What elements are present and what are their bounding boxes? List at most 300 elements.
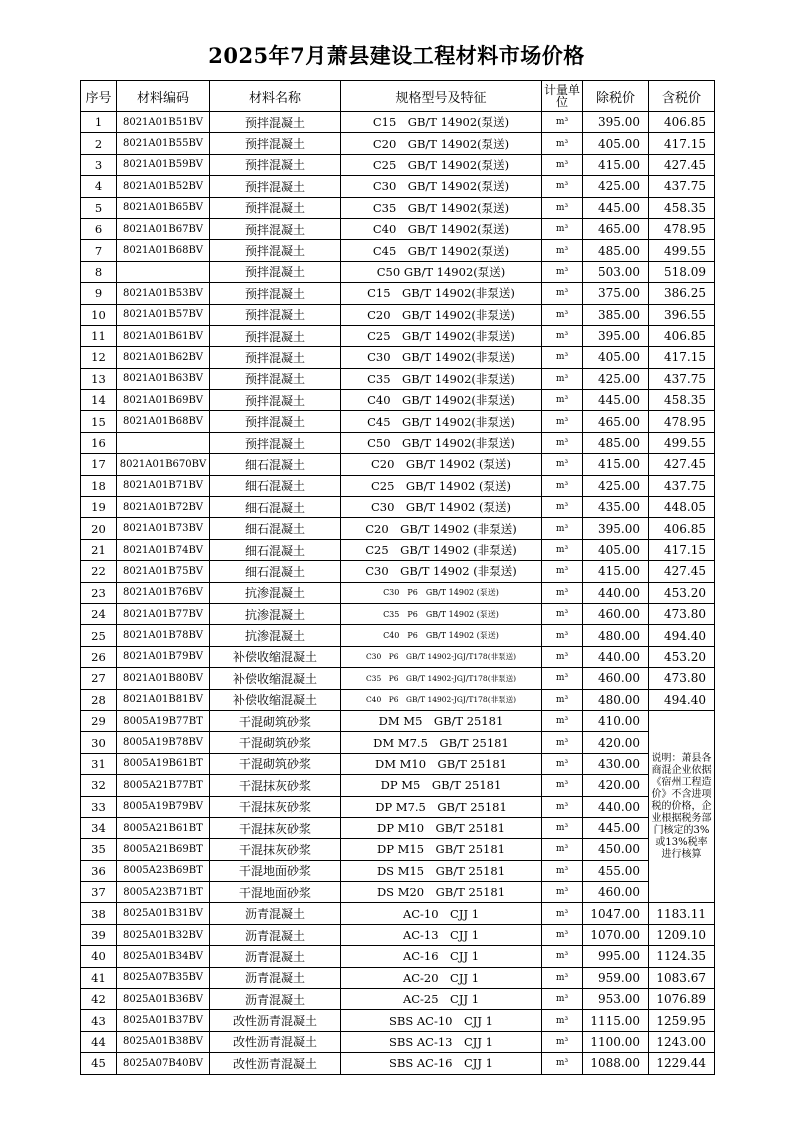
- row-number: 14: [81, 390, 117, 411]
- unit: m³: [542, 817, 583, 838]
- price-ex-tax: 395.00: [583, 518, 649, 539]
- table-row: [81, 646, 715, 667]
- material-name: 预拌混凝土: [210, 197, 341, 218]
- price-in-tax: 518.09: [649, 261, 715, 282]
- table-row: [81, 839, 715, 860]
- material-name: 干混抹灰砂浆: [210, 817, 341, 838]
- material-code: 8005A19B77BT: [117, 710, 210, 731]
- price-in-tax: 473.80: [649, 603, 715, 624]
- spec: C30 GB/T 14902 (泵送): [341, 497, 542, 518]
- material-name: 细石混凝土: [210, 475, 341, 496]
- spec: DP M10 GB/T 25181: [341, 817, 542, 838]
- price-in-tax: 406.85: [649, 112, 715, 133]
- table-header-row: [81, 81, 715, 112]
- unit: m³: [542, 839, 583, 860]
- table-row: [81, 261, 715, 282]
- price-in-tax: 1076.89: [649, 989, 715, 1010]
- table-row: [81, 390, 715, 411]
- material-name: 预拌混凝土: [210, 325, 341, 346]
- material-name: 预拌混凝土: [210, 154, 341, 175]
- material-code: 8021A01B75BV: [117, 561, 210, 582]
- material-name: 抗渗混凝土: [210, 582, 341, 603]
- material-code: 8021A01B78BV: [117, 625, 210, 646]
- unit: m³: [542, 133, 583, 154]
- table-row: [81, 967, 715, 988]
- row-number: 1: [81, 112, 117, 133]
- spec: AC-20 CJJ 1: [341, 967, 542, 988]
- unit: m³: [542, 304, 583, 325]
- row-number: 17: [81, 454, 117, 475]
- material-code: 8021A01B77BV: [117, 603, 210, 624]
- spec: C25 GB/T 14902 (非泵送): [341, 539, 542, 560]
- table-row: [81, 753, 715, 774]
- table-row: [81, 154, 715, 175]
- table-row: [81, 218, 715, 239]
- spec: AC-13 CJJ 1: [341, 924, 542, 945]
- material-code: 8025A01B37BV: [117, 1010, 210, 1031]
- price-ex-tax: 405.00: [583, 539, 649, 560]
- price-ex-tax: 1115.00: [583, 1010, 649, 1031]
- unit: m³: [542, 1010, 583, 1031]
- price-ex-tax: 1070.00: [583, 924, 649, 945]
- row-number: 13: [81, 368, 117, 389]
- spec: DP M5 GB/T 25181: [341, 775, 542, 796]
- material-code: 8021A01B57BV: [117, 304, 210, 325]
- row-number: 39: [81, 924, 117, 945]
- spec: C35 P6 GB/T 14902-JGJ/T178(非泵送): [341, 668, 542, 689]
- spec: C40 GB/T 14902(非泵送): [341, 390, 542, 411]
- price-in-tax: 417.15: [649, 539, 715, 560]
- spec: C40 P6 GB/T 14902-JGJ/T178(非泵送): [341, 689, 542, 710]
- material-code: 8005A19B61BT: [117, 753, 210, 774]
- price-ex-tax: 405.00: [583, 347, 649, 368]
- price-ex-tax: 953.00: [583, 989, 649, 1010]
- unit: m³: [542, 753, 583, 774]
- material-name: 预拌混凝土: [210, 176, 341, 197]
- unit: m³: [542, 368, 583, 389]
- table-row: [81, 1031, 715, 1052]
- unit: m³: [542, 475, 583, 496]
- price-in-tax: 478.95: [649, 218, 715, 239]
- material-code: 8005A21B61BT: [117, 817, 210, 838]
- unit: m³: [542, 710, 583, 731]
- unit: m³: [542, 218, 583, 239]
- material-name: 改性沥青混凝土: [210, 1010, 341, 1031]
- material-code: 8021A01B52BV: [117, 176, 210, 197]
- price-ex-tax: 450.00: [583, 839, 649, 860]
- table-row: [81, 133, 715, 154]
- price-ex-tax: 465.00: [583, 218, 649, 239]
- unit: m³: [542, 283, 583, 304]
- price-in-tax: 437.75: [649, 475, 715, 496]
- unit: m³: [542, 967, 583, 988]
- row-number: 29: [81, 710, 117, 731]
- spec: C30 GB/T 14902(非泵送): [341, 347, 542, 368]
- spec: SBS AC-13 CJJ 1: [341, 1031, 542, 1052]
- price-table: [80, 80, 715, 1075]
- price-ex-tax: 415.00: [583, 154, 649, 175]
- material-code: 8005A19B79BV: [117, 796, 210, 817]
- header-unit: 计量单位: [542, 81, 583, 112]
- spec: C15 GB/T 14902(非泵送): [341, 283, 542, 304]
- price-ex-tax: 385.00: [583, 304, 649, 325]
- table-row: [81, 411, 715, 432]
- row-number: 18: [81, 475, 117, 496]
- material-name: 预拌混凝土: [210, 390, 341, 411]
- material-code: 8005A23B71BT: [117, 882, 210, 903]
- table-row: [81, 775, 715, 796]
- material-name: 沥青混凝土: [210, 989, 341, 1010]
- price-in-tax: 1183.11: [649, 903, 715, 924]
- price-in-tax: 458.35: [649, 197, 715, 218]
- row-number: 45: [81, 1053, 117, 1074]
- table-row: [81, 347, 715, 368]
- price-in-tax: 437.75: [649, 176, 715, 197]
- spec: C50 GB/T 14902(非泵送): [341, 432, 542, 453]
- table-row: [81, 475, 715, 496]
- price-in-tax: 499.55: [649, 432, 715, 453]
- price-ex-tax: 445.00: [583, 390, 649, 411]
- price-in-tax: 1209.10: [649, 924, 715, 945]
- unit: m³: [542, 946, 583, 967]
- material-name: 干混砌筑砂浆: [210, 753, 341, 774]
- row-number: 2: [81, 133, 117, 154]
- row-number: 11: [81, 325, 117, 346]
- price-ex-tax: 375.00: [583, 283, 649, 304]
- row-number: 25: [81, 625, 117, 646]
- material-code: [117, 432, 210, 453]
- table-row: [81, 668, 715, 689]
- row-number: 22: [81, 561, 117, 582]
- table-row: [81, 454, 715, 475]
- material-code: 8021A01B68BV: [117, 411, 210, 432]
- material-name: 预拌混凝土: [210, 347, 341, 368]
- spec: C40 P6 GB/T 14902 (泵送): [341, 625, 542, 646]
- price-ex-tax: 445.00: [583, 817, 649, 838]
- spec: C15 GB/T 14902(泵送): [341, 112, 542, 133]
- material-code: 8025A01B34BV: [117, 946, 210, 967]
- price-ex-tax: 460.00: [583, 882, 649, 903]
- price-ex-tax: 465.00: [583, 411, 649, 432]
- unit: m³: [542, 518, 583, 539]
- material-code: 8021A01B72BV: [117, 497, 210, 518]
- price-ex-tax: 420.00: [583, 732, 649, 753]
- table-row: [81, 796, 715, 817]
- price-ex-tax: 460.00: [583, 603, 649, 624]
- price-ex-tax: 503.00: [583, 261, 649, 282]
- table-body: [81, 112, 715, 1075]
- spec: C20 GB/T 14902 (泵送): [341, 454, 542, 475]
- spec: C35 GB/T 14902(泵送): [341, 197, 542, 218]
- table-row: [81, 325, 715, 346]
- spec: C35 GB/T 14902(非泵送): [341, 368, 542, 389]
- price-ex-tax: 410.00: [583, 710, 649, 731]
- price-ex-tax: 480.00: [583, 625, 649, 646]
- material-code: 8021A01B68BV: [117, 240, 210, 261]
- header-price-ex-tax: 除税价: [583, 81, 649, 112]
- unit: m³: [542, 668, 583, 689]
- material-name: 预拌混凝土: [210, 133, 341, 154]
- material-code: 8025A01B31BV: [117, 903, 210, 924]
- header-no: 序号: [81, 81, 117, 112]
- row-number: 16: [81, 432, 117, 453]
- row-number: 32: [81, 775, 117, 796]
- row-number: 8: [81, 261, 117, 282]
- material-name: 预拌混凝土: [210, 218, 341, 239]
- material-name: 预拌混凝土: [210, 240, 341, 261]
- material-code: 8005A23B69BT: [117, 860, 210, 881]
- table-row: [81, 497, 715, 518]
- material-name: 补偿收缩混凝土: [210, 646, 341, 667]
- price-ex-tax: 440.00: [583, 796, 649, 817]
- material-code: 8025A07B35BV: [117, 967, 210, 988]
- table-row: [81, 603, 715, 624]
- material-code: 8021A01B63BV: [117, 368, 210, 389]
- price-ex-tax: 415.00: [583, 454, 649, 475]
- row-number: 31: [81, 753, 117, 774]
- unit: m³: [542, 432, 583, 453]
- material-name: 沥青混凝土: [210, 967, 341, 988]
- material-name: 干混地面砂浆: [210, 860, 341, 881]
- unit: m³: [542, 347, 583, 368]
- material-code: 8021A01B71BV: [117, 475, 210, 496]
- material-name: 预拌混凝土: [210, 432, 341, 453]
- price-in-tax: 448.05: [649, 497, 715, 518]
- price-ex-tax: 1047.00: [583, 903, 649, 924]
- material-name: 沥青混凝土: [210, 924, 341, 945]
- price-ex-tax: 1100.00: [583, 1031, 649, 1052]
- row-number: 33: [81, 796, 117, 817]
- spec: DM M10 GB/T 25181: [341, 753, 542, 774]
- row-number: 43: [81, 1010, 117, 1031]
- price-in-tax: 478.95: [649, 411, 715, 432]
- price-in-tax: 437.75: [649, 368, 715, 389]
- material-code: 8021A01B73BV: [117, 518, 210, 539]
- row-number: 6: [81, 218, 117, 239]
- row-number: 42: [81, 989, 117, 1010]
- unit: m³: [542, 154, 583, 175]
- table-row: [81, 689, 715, 710]
- table-row: [81, 732, 715, 753]
- material-name: 干混砌筑砂浆: [210, 732, 341, 753]
- price-ex-tax: 480.00: [583, 689, 649, 710]
- table-row: [81, 1010, 715, 1031]
- price-in-tax: 473.80: [649, 668, 715, 689]
- price-in-tax: 406.85: [649, 325, 715, 346]
- price-ex-tax: 430.00: [583, 753, 649, 774]
- price-ex-tax: 959.00: [583, 967, 649, 988]
- material-code: 8025A01B38BV: [117, 1031, 210, 1052]
- unit: m³: [542, 860, 583, 881]
- price-ex-tax: 485.00: [583, 240, 649, 261]
- unit: m³: [542, 582, 583, 603]
- material-code: 8021A01B61BV: [117, 325, 210, 346]
- unit: m³: [542, 454, 583, 475]
- table-row: [81, 539, 715, 560]
- table-row: [81, 710, 715, 731]
- unit: m³: [542, 390, 583, 411]
- table-row: [81, 625, 715, 646]
- price-in-tax: 1243.00: [649, 1031, 715, 1052]
- row-number: 41: [81, 967, 117, 988]
- unit: m³: [542, 1031, 583, 1052]
- price-in-tax: 453.20: [649, 646, 715, 667]
- spec: DS M20 GB/T 25181: [341, 882, 542, 903]
- row-number: 3: [81, 154, 117, 175]
- price-in-tax: 396.55: [649, 304, 715, 325]
- unit: m³: [542, 646, 583, 667]
- row-number: 10: [81, 304, 117, 325]
- material-code: 8021A01B65BV: [117, 197, 210, 218]
- material-name: 干混抹灰砂浆: [210, 796, 341, 817]
- material-name: 预拌混凝土: [210, 411, 341, 432]
- spec: C30 GB/T 14902(泵送): [341, 176, 542, 197]
- table-row: [81, 989, 715, 1010]
- header-code: 材料编码: [117, 81, 210, 112]
- row-number: 23: [81, 582, 117, 603]
- price-in-tax: 499.55: [649, 240, 715, 261]
- table-row: [81, 903, 715, 924]
- row-number: 5: [81, 197, 117, 218]
- table-row: [81, 197, 715, 218]
- material-code: 8021A01B51BV: [117, 112, 210, 133]
- material-code: 8021A01B53BV: [117, 283, 210, 304]
- spec: AC-10 CJJ 1: [341, 903, 542, 924]
- material-name: 干混地面砂浆: [210, 882, 341, 903]
- spec: DM M5 GB/T 25181: [341, 710, 542, 731]
- spec: C45 GB/T 14902(非泵送): [341, 411, 542, 432]
- row-number: 40: [81, 946, 117, 967]
- row-number: 35: [81, 839, 117, 860]
- row-number: 36: [81, 860, 117, 881]
- table-row: [81, 561, 715, 582]
- price-in-tax: 417.15: [649, 347, 715, 368]
- spec: C35 P6 GB/T 14902 (泵送): [341, 603, 542, 624]
- material-code: 8005A19B78BV: [117, 732, 210, 753]
- spec: SBS AC-10 CJJ 1: [341, 1010, 542, 1031]
- table-row: [81, 283, 715, 304]
- spec: DS M15 GB/T 25181: [341, 860, 542, 881]
- unit: m³: [542, 1053, 583, 1074]
- row-number: 12: [81, 347, 117, 368]
- unit: m³: [542, 325, 583, 346]
- table-row: [81, 240, 715, 261]
- material-name: 沥青混凝土: [210, 903, 341, 924]
- material-name: 细石混凝土: [210, 454, 341, 475]
- spec: AC-25 CJJ 1: [341, 989, 542, 1010]
- material-name: 干混抹灰砂浆: [210, 775, 341, 796]
- material-code: 8021A01B80BV: [117, 668, 210, 689]
- price-ex-tax: 440.00: [583, 646, 649, 667]
- material-name: 细石混凝土: [210, 561, 341, 582]
- price-in-tax: 1229.44: [649, 1053, 715, 1074]
- row-number: 27: [81, 668, 117, 689]
- table-row: [81, 518, 715, 539]
- material-code: 8005A21B77BT: [117, 775, 210, 796]
- tax-note: 说明：萧县各商混企业依据《宿州工程造价》不含进项税的价格，企业根据税务部门核定的3%或13%税率进行核算: [649, 710, 715, 903]
- spec: DP M15 GB/T 25181: [341, 839, 542, 860]
- price-ex-tax: 440.00: [583, 582, 649, 603]
- table-row: [81, 368, 715, 389]
- material-code: 8021A01B74BV: [117, 539, 210, 560]
- material-name: 干混砌筑砂浆: [210, 710, 341, 731]
- material-name: 预拌混凝土: [210, 112, 341, 133]
- unit: m³: [542, 539, 583, 560]
- unit: m³: [542, 732, 583, 753]
- table-row: [81, 176, 715, 197]
- row-number: 34: [81, 817, 117, 838]
- material-name: 细石混凝土: [210, 518, 341, 539]
- material-code: 8021A01B67BV: [117, 218, 210, 239]
- table-row: [81, 924, 715, 945]
- row-number: 15: [81, 411, 117, 432]
- price-ex-tax: 395.00: [583, 112, 649, 133]
- material-code: 8021A01B81BV: [117, 689, 210, 710]
- material-code: 8021A01B55BV: [117, 133, 210, 154]
- unit: m³: [542, 924, 583, 945]
- material-code: 8021A01B79BV: [117, 646, 210, 667]
- price-in-tax: 1083.67: [649, 967, 715, 988]
- price-ex-tax: 395.00: [583, 325, 649, 346]
- unit: m³: [542, 882, 583, 903]
- table-row: [81, 304, 715, 325]
- table-row: [81, 432, 715, 453]
- price-in-tax: 406.85: [649, 518, 715, 539]
- price-in-tax: 494.40: [649, 689, 715, 710]
- spec: C20 GB/T 14902(泵送): [341, 133, 542, 154]
- material-name: 改性沥青混凝土: [210, 1053, 341, 1074]
- price-ex-tax: 425.00: [583, 368, 649, 389]
- unit: m³: [542, 796, 583, 817]
- price-in-tax: 427.45: [649, 454, 715, 475]
- material-name: 预拌混凝土: [210, 283, 341, 304]
- price-ex-tax: 485.00: [583, 432, 649, 453]
- material-name: 抗渗混凝土: [210, 603, 341, 624]
- header-name: 材料名称: [210, 81, 341, 112]
- price-ex-tax: 405.00: [583, 133, 649, 154]
- material-name: 沥青混凝土: [210, 946, 341, 967]
- table-row: [81, 860, 715, 881]
- price-ex-tax: 445.00: [583, 197, 649, 218]
- material-code: 8021A01B670BV: [117, 454, 210, 475]
- table-row: [81, 946, 715, 967]
- spec: SBS AC-16 CJJ 1: [341, 1053, 542, 1074]
- table-row: [81, 112, 715, 133]
- material-name: 补偿收缩混凝土: [210, 668, 341, 689]
- spec: DM M7.5 GB/T 25181: [341, 732, 542, 753]
- spec: C20 GB/T 14902(非泵送): [341, 304, 542, 325]
- material-code: 8025A01B32BV: [117, 924, 210, 945]
- price-in-tax: 453.20: [649, 582, 715, 603]
- spec: C25 GB/T 14902(非泵送): [341, 325, 542, 346]
- material-name: 细石混凝土: [210, 539, 341, 560]
- row-number: 7: [81, 240, 117, 261]
- unit: m³: [542, 603, 583, 624]
- row-number: 38: [81, 903, 117, 924]
- unit: m³: [542, 240, 583, 261]
- price-in-tax: 386.25: [649, 283, 715, 304]
- spec: C30 GB/T 14902 (非泵送): [341, 561, 542, 582]
- price-in-tax: 417.15: [649, 133, 715, 154]
- material-code: 8021A01B62BV: [117, 347, 210, 368]
- spec: C45 GB/T 14902(泵送): [341, 240, 542, 261]
- spec: C40 GB/T 14902(泵送): [341, 218, 542, 239]
- material-code: 8021A01B76BV: [117, 582, 210, 603]
- unit: m³: [542, 197, 583, 218]
- unit: m³: [542, 625, 583, 646]
- header-spec: 规格型号及特征: [341, 81, 542, 112]
- price-ex-tax: 425.00: [583, 176, 649, 197]
